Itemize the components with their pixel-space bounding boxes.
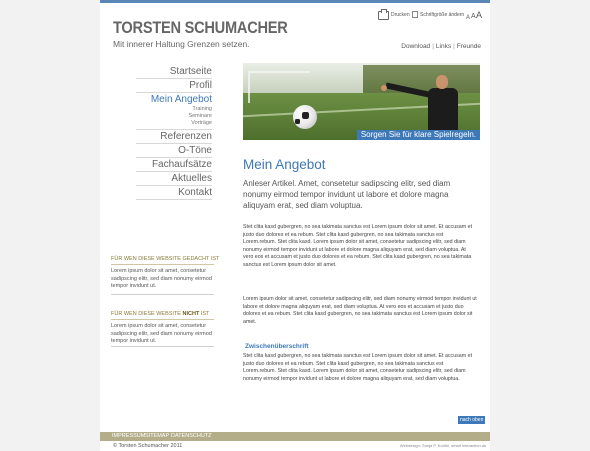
font-size-large-button[interactable]: A [476, 10, 483, 20]
nav-item-profil[interactable]: Profil [136, 79, 212, 93]
print-link[interactable]: Drucken [391, 12, 410, 18]
font-size-icon [412, 11, 418, 18]
body-paragraph-2: Lorem ipsum dolor sit amet, consetetur sadipscing elitr, sed diam nonumy eirmod tempor invidunt ut labore et dolore magna aliquyam erat, sed diam voluptua. At vero eos et accusam et justo duo dolores et ea rebum. Stet clita kasd gubergren, no sea takimata sanctus est Lorem ipsum dolor sit amet. [243, 296, 477, 325]
page-heading: Mein Angebot [243, 157, 326, 172]
subheading: Zwischenüberschrift [245, 343, 309, 350]
nav-subitem-vortraege[interactable]: Vorträge [191, 120, 212, 126]
site-title[interactable]: TORSTEN SCHUMACHER [113, 18, 288, 37]
nav-subitem-seminare[interactable]: Seminare [188, 113, 212, 119]
lead-paragraph: Anleser Artikel. Amet, consetetur sadipscing elitr, sed diam nonumy eirmod tempor invidunt ut labore et dolore magna aliquyam erat, sed diam voluptua. [243, 179, 451, 210]
football-icon [293, 105, 317, 129]
topnav-freunde[interactable]: Freunde [456, 43, 481, 50]
font-size-label: Schriftgröße ändern [420, 12, 465, 18]
body-paragraph-1: Stet clita kasd gubergren, no sea takimata sanctus est Lorem ipsum dolor sit amet. Et accusam et justo duo dolores et ea rebum. Stet clita kasd gubergren, no sea takimata sanctus est Lorem.rebum. Stet clita kasd. Lorem ipsum dolor sit amet, consetetur sadipscing elitr, sed diam nonumy eirmod tempor invidunt ut labore et dolore magna aliquyam erat, sed diam voluptua. At vero eos et accusam et justo duo dolores et ea rebum. Stet clita kasd gubergren, no sea takimata sanctus est Lorem ipsum dolor sit amet. [243, 224, 473, 268]
hero-image [243, 63, 480, 140]
topnav-links[interactable]: Links [435, 43, 452, 50]
promo-for-whom [111, 256, 220, 291]
topnav-separator: | [432, 43, 434, 50]
page [100, 0, 490, 451]
nav-item-fachaufsaetze[interactable]: Fachaufsätze [136, 158, 212, 172]
nav-item-aktuelles[interactable]: Aktuelles [136, 172, 212, 186]
nav-item-startseite[interactable]: Startseite [136, 65, 212, 79]
font-size-small-button[interactable]: A [466, 15, 471, 21]
referee-figure [423, 75, 463, 135]
nav-item-kontakt[interactable]: Kontakt [136, 186, 212, 200]
promo-heading-suffix: IST [200, 311, 210, 317]
footer-link-sitemap[interactable]: SITEMAP [145, 433, 170, 439]
promo-heading-prefix: FÜR WEN DIESE WEBSITE [111, 311, 181, 317]
topnav-download[interactable]: Download [401, 43, 431, 50]
promo-divider [111, 346, 214, 347]
nav-subitem-training[interactable]: Training [192, 106, 212, 112]
design-credit[interactable]: Webdesign: Sonja P. Kodlbi, smart interaction.ds [399, 443, 486, 448]
site-subtitle: Mit innerer Haltung Grenzen setzen. [113, 39, 250, 49]
footer-link-impressum[interactable]: IMPRESSUM [112, 433, 146, 439]
nav-item-mein-angebot[interactable]: Mein Angebot [150, 94, 212, 105]
main-navigation [136, 65, 212, 200]
font-size-medium-button[interactable]: A [471, 13, 476, 20]
top-accent-bar [100, 0, 490, 3]
nav-item-o-toene[interactable]: O-Töne [136, 144, 212, 158]
hero-caption: Sorgen Sie für klare Spielregeln. [357, 130, 480, 140]
referee-head [436, 75, 448, 89]
nav-item-referenzen[interactable]: Referenzen [136, 130, 212, 144]
back-to-top-button[interactable]: nach oben [460, 417, 484, 423]
promo-text: Lorem ipsum dolor sit amet, consetetur sadipscing elitr, sed diam nonumy eirmod tempor invidunt ut. [111, 268, 212, 289]
footer-link-datenschutz[interactable]: DATENSCHUTZ [171, 433, 212, 439]
promo-not-for-whom [111, 311, 214, 346]
nav-subitems [136, 106, 212, 130]
goal-post [248, 71, 310, 103]
copyright: © Torsten Schumacher 2011 [113, 443, 183, 449]
promo-heading-bold: NICHT [182, 311, 200, 317]
body-paragraph-3: Stet clita kasd gubergren, no sea takimata sanctus est Lorem ipsum dolor sit amet. Et accusam et justo duo dolores et ea rebum. Stet clita kasd gubergren, no sea takimata sanctus est Lorem.rebum. Stet clita kasd. Lorem ipsum dolor sit amet, consetetur sadipscing elitr, sed diam nonumy eirmod tempor invidunt ut labore et dolore magna aliquyam erat, sed diam voluptua. [243, 353, 473, 382]
promo-heading [111, 311, 214, 320]
top-navigation [401, 43, 481, 50]
printer-icon[interactable] [378, 11, 389, 20]
topnav-separator: | [453, 43, 455, 50]
referee-hand [381, 85, 387, 91]
footer-bar [100, 432, 490, 441]
promo-text: Lorem ipsum dolor sit amet, consetetur sadipscing elitr, sed diam nonumy eirmod tempor invidunt ut. [111, 323, 212, 344]
promo-divider [111, 294, 214, 295]
promo-heading: FÜR WEN DIESE WEBSITE GEDACHT IST [111, 256, 214, 265]
